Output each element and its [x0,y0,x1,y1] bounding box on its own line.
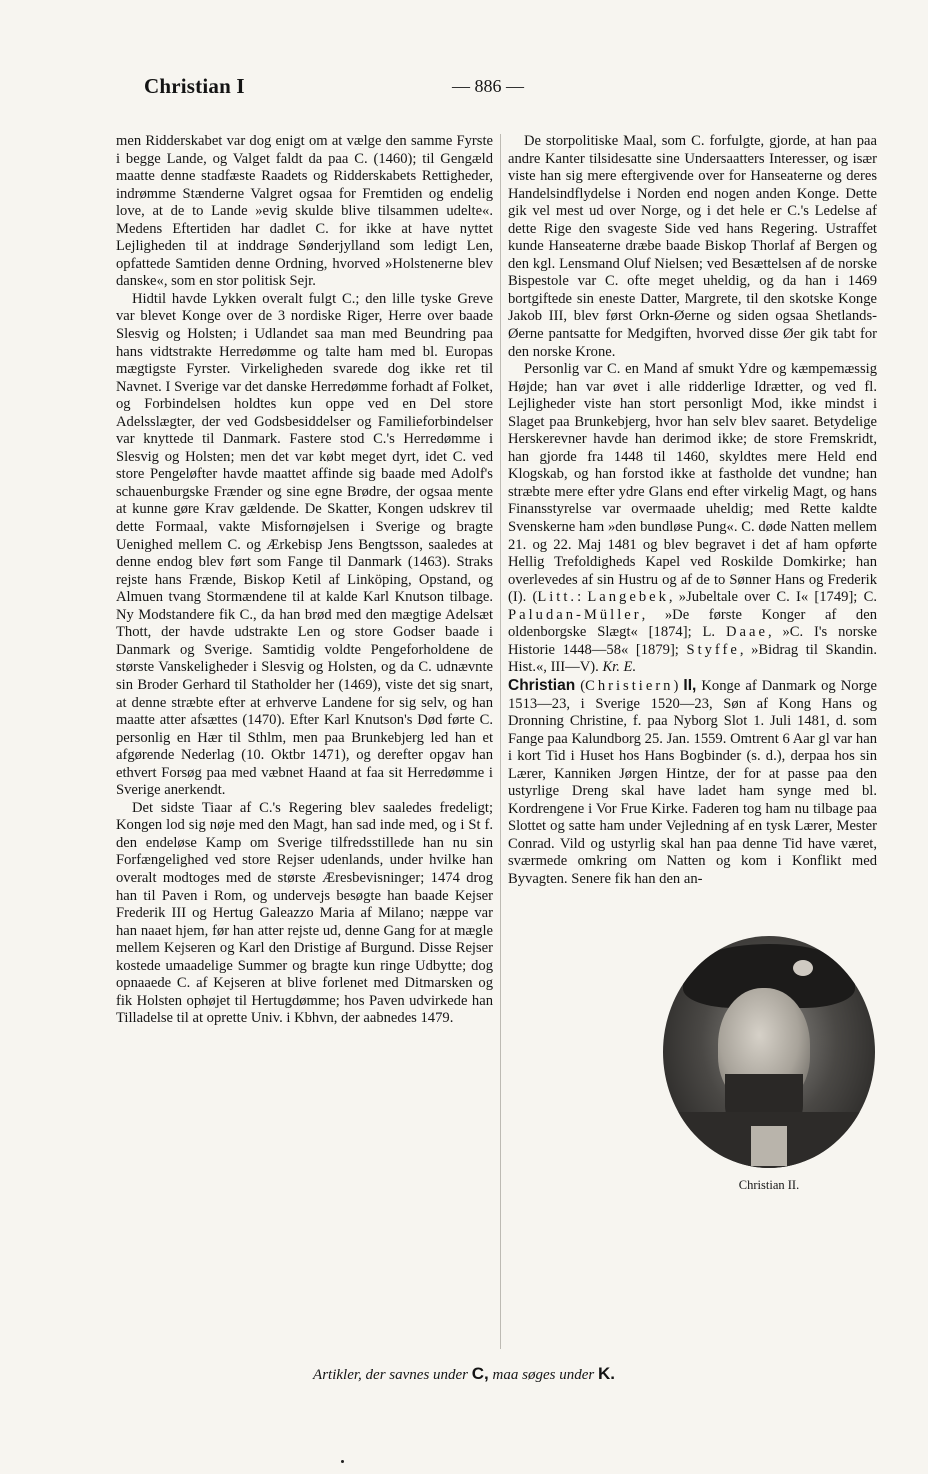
entry-headword: Christian [508,676,576,694]
footer-text: Artikler, der savnes under [313,1367,472,1383]
paragraph: men Ridderskabet var dog enigt om at vælge den samme Fyrste i begge Lande, og Valget faldt da paa C. (1460); til Gengæld maatte denne stadfæste Raadets og Ridderskabets Rettigheder, indrømme Stænderne Valgret ogsaa for Fremtiden og endelig love, at de to Lande »evig skulde blive tilsammen udelte«. Medens Eftertiden har dadlet C. for ikke at have nyttet Lejligheden til at inddrage Sønderjylland som ledigt Len, opfattede Samtiden denne Ordning, hvorved »Holstenerne blev danske«, som en stor politisk Sejr. [116,133,493,290]
page-header [0,66,928,106]
paragraph-text: Personlig var C. en Mand af smukt Ydre og kæmpemæssig Højde; han var øvet i alle ridderlige Idrætter, og ved fl. Lejligheder viste han stort personligt Mod, ikke mindst i Slaget paa Brunkebjerg, hvor han selv blev saaret. Betydelige Herskerevner havde han derimod ikke; de store Fremskridt, han gjorde fra 1448 til 1460, skyldtes mere Held end Klogskab, og han forstod ikke at fastholde det vundne; han stræbte mere efter ydre Glans end efter virkelig Magt, og hans Finansstyrelse var overmaade uheldig; med Rette kaldte Svenskerne ham »den bundløse Pung«. C. døde Natten mellem 21. og 22. Maj 1481 og blev begravet i det af ham opførte Hellig Trefoldigheds Kapel ved Roskilde Domkirke; han overlevedes af sin Hustru og af de to Sønner Hans og Frederik (I). ( [508,361,877,606]
article-signature: Kr. E. [602,659,637,676]
running-head-title: Christian I [144,74,245,98]
footer-text: maa søges under [488,1367,598,1383]
page-number: — 886 — [452,76,524,96]
text-run: , »Bidrag til Skandin. Hist.«, III—V). [508,641,877,676]
text-run: , »Jubeltale over C. I« [1749]; C. [668,589,877,606]
text-run: ( [575,677,586,694]
paragraph-with-literature [508,361,877,677]
footer-letter-k: K. [597,1364,615,1383]
entry-alt-name: Christiern [585,677,674,694]
author-name: Daae [725,624,768,641]
text-run: ) [673,677,684,694]
print-speck [341,1460,344,1463]
collar-shape [751,1126,787,1166]
footer-letter-c: C, [471,1364,489,1383]
text-run: : [577,589,588,606]
author-name: Styffe [686,641,740,658]
paragraph: Det sidste Tiaar af C.'s Regering blev saaledes fredeligt; Kongen lod sig nøje med den Magt, han sad inde med, og i St f. den endeløse Kamp om Sverige tilfredsstillede han nu sin Forfængelighed ved store Rejser udenlands, under hvilke han overalt modtoges med de største Æresbevisninger; 1474 drog han til Paven i Rom, og undervejs besøgte han baade Kejser Frederik III og Hertug Galeazzo Maria af Milano; næppe var han naaet hjem, før han atter rejste ud, denne Gang for at mægle mellem Kejseren og Karl den Dristige af Burgund. Disse Rejser kostede umaadelige Summer og bragte kun ringe Udbytte; dog opnaaede C. af Kejseren at blive forlenet med Ditmarsken og fik Holsten ophøjet til Hertugdømme; hos Paven udvirkede han Tilladelse til at oprette Univ. i Kbhvn, der aabnedes 1479. [116,799,493,1027]
paragraph: De storpolitiske Maal, som C. forfulgte, gjorde, at han paa andre Kanter tilsidesatte sine Undersaatters Interesser, og især viste han sig mere eftergivende over for Hanseaterne og deres Handelsindflydelse i Norden end nogen anden Konge. Dette gik vel mest ud over Norge, og i det hele er C.'s Ledelse af dette Rige den svageste Side ved hans Regering. Ustraffet kunde Hanseaterne dræbe baade Biskop Thorlaf af Bergen og den kgl. Lensmand Oluf Nielsen; ved Besættelsen af de norske Bispestole var C. ofte meget uheldig, og da han i 1469 bortgiftede sin eneste Datter, Margrete, til den skotske Konge Jakob III, blev først Orkn-Øerne og siden ogsaa Shetlands-Øerne pantsatte for Medgiften, hvorved disse Øer gik tabt for den norske Krone. [508,133,877,360]
jewel-shape [793,960,813,976]
portrait-figure [652,936,886,1226]
entry-body-intro: Konge af Danmark og Norge 1513—23, i Sverige 1520—23, Søn af Kong Hans og Dronning Christine, f. paa Nyborg Slot 1. Juli 1481, d. som Fange paa Kalundborg 25. Jan. 1559. Omtrent 6 Aar gl var han i kort Tid i Huset hos Hans Bogbinder (s. d.), derpaa hos sin Lærer, Kanniken Jørgen Hintze, der for at passe paa den ustyrlige Dreng skal have ladet ham synge med bl. Kordrengene i Vor Frue Kirke. Faderen tog ham nu tilbage paa Slottet og satte ham under Vejledning af en tysk Lærer, Mester Conrad. Vild og ustyrlig skal han paa denne Tid have været, sværmede omkring om Natten og kom i Konflikt med Byvagten. Senere fik han den an- [508,677,877,887]
text-run: , »C. I's norske Historie 1448—58« [1879]; [508,624,877,658]
literature-label: Litt. [537,589,578,606]
portrait-caption: Christian II. [738,1178,800,1192]
page-footer-note [0,1364,928,1384]
column-divider [500,134,501,1349]
author-name: Langebek [587,589,669,606]
left-column [116,133,493,1353]
entry-numeral: II, [683,676,697,694]
author-name: Paludan-Müller [508,606,642,623]
entry-christian-ii [508,677,877,889]
paragraph: Hidtil havde Lykken overalt fulgt C.; den lille tyske Greve var blevet Konge over de 3 nordiske Riger, Herre over baade Slesvig og Holsten; i Udlandet saa man med Beundring paa hans vidtstrakte Herredømme og talte ham med bl. Europas mægtigste Fyrster. Virkeligheden svarede dog ikke ret til Navnet. I Sverige var det danske Herredømme forhadt af Folket, og Forbindelsen holdtes kun oppe ved en Del store Adelsslægter, der ved Godsbesiddelser og Familieforbindelser var knyttede til Danmark. Fastere stod C.'s Herredømme i Slesvig og Holsten; men det var købt meget dyrt, idet C. ved store Pengeløfter havde maattet affinde sig baade med Adolf's schauenburgske Frænder og sine egne Brødre, der ogsaa mente at kunne gøre Krav gældende. De Skatter, Kongen udskrev til dette Formaal, vakte Misfornøjelsen i Sverige og bragte Uenighed mellem C. og Ærkebisp Jens Bengtsson, saaledes at denne endog blev ført som Fange til Danmark (1463). Straks rejste hans Frænde, Biskop Ketil af Linköping, Opstand, og Almuen tvang Stormændene til at kalde Karl Knutson tilbage. Ny Modstandere fik C., da han brød med den mægtige Adelsæt Thott, der havde udstrakte Len og store Godser baade i Danmark og Sverige. Samtidig voldte Pengeforholdene de største Vanskeligheder i Slesvig og Holsten, og da C. udnævnte sin Broder Gerhard til Statholder her (1469), viste det sig snart, at denne stræbte efter at erhverve Landene for sig selv, og han maatte atter afsættes (1470). Efter Karl Knutson's Død førte C. personlig en Hær til Sthlm, men paa Brunkebjerg led han et afgørende Nederlag (10. Oktbr 1471), og derefter opgav han ethvert Forsøg paa med væbnet Haand at faa sit Herredømme i Sverige anerkendt. [116,290,493,799]
text-run: , »De første Konger af den oldenborgske Slægt« [1874]; L. [508,606,877,641]
portrait-image [663,936,875,1168]
